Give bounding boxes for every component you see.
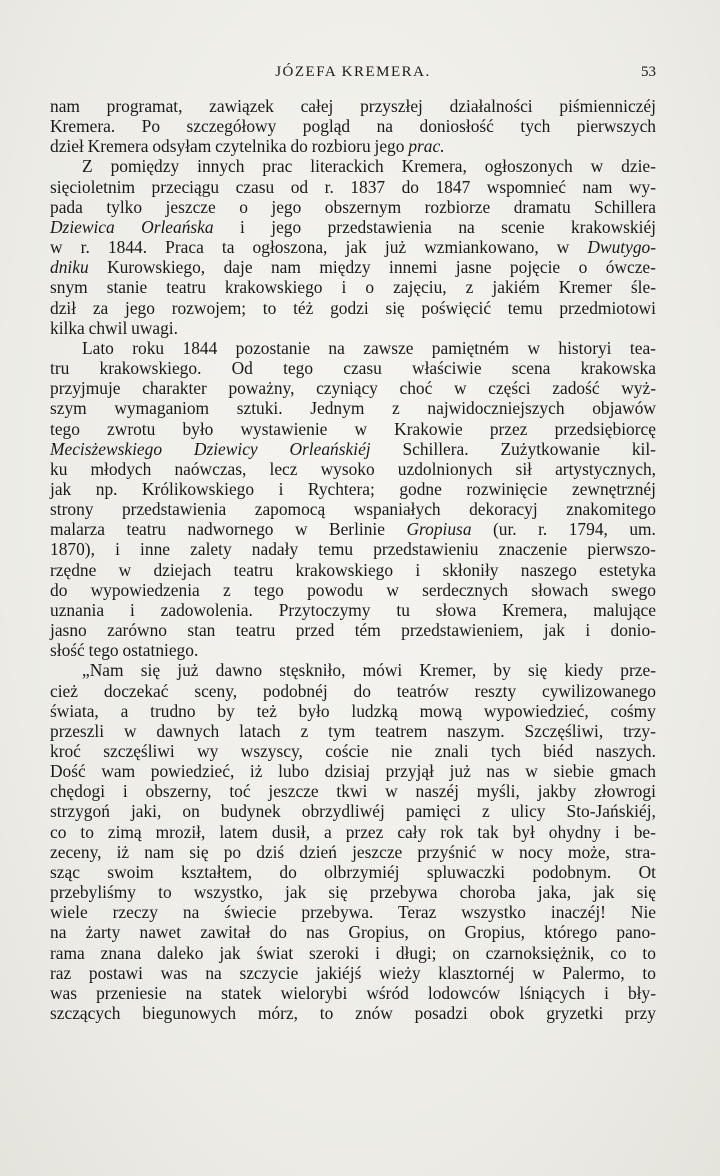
page-number: 53 <box>641 64 656 80</box>
text-line: rzędne w dziejach teatru krakowskiego i skłoniły naszego estetyka <box>50 559 657 580</box>
paragraph <box>50 96 656 156</box>
text-line: świata, a trudno by też było ludzką mową wypowiedzieć, cośmy <box>50 700 656 721</box>
text-line: raz postawi was na szczycie jakiéjś wieży klasztornéj w Palermo, to <box>50 962 656 983</box>
text-line: dził za jego rozwojem; to téż godzi się poświęcić temu przedmiotowi <box>50 297 656 318</box>
text-line: pada tylko jeszcze o jego obszernym rozbiorze dramatu Schillera <box>50 196 656 217</box>
text-line: sięcioletnim przeciągu czasu od r. 1837 do 1847 wspomnieć nam wy- <box>50 176 656 197</box>
text-line: snym stanie teatru krakowskiego i o zajęciu, z jakiém Kremer śle- <box>50 277 657 298</box>
paragraph <box>50 660 656 1023</box>
text-line: wiele rzeczy na świecie przebywa. Teraz wszystko inaczéj! Nie <box>50 902 657 923</box>
text-line: szczących biegunowych mórz, to znów posadzi obok gryzetki przy <box>50 1003 656 1024</box>
text-line: tru krakowskiego. Od tego czasu właściwie scena krakowska <box>50 358 656 379</box>
text-line: przyjmuje charakter poważny, czyniący choć w części zadość wyż- <box>50 378 656 399</box>
text-line: was przeniesie na statek wielorybi wśród lodowców lśniących i bły- <box>50 982 656 1003</box>
text-line: zeceny, iż nam się po dziś dzień jeszcze przyśnić w nocy może, stra- <box>50 841 656 862</box>
text-line: uznania i zadowolenia. Przytoczymy tu słowa Kremera, malujące <box>50 599 656 620</box>
text-line: słość tego ostatniego. <box>50 640 199 661</box>
text-line: Z pomiędzy innych prac literackich Kremera, ogłoszonych w dzie- <box>82 156 656 177</box>
text-line: cież doczekać sceny, podobnéj do teatrów reszty cywilizowanego <box>50 680 656 701</box>
text-line: kilka chwil uwagi. <box>50 317 178 338</box>
text-line: kroć szczęśliwi wy wszyscy, coście nie znali tych biéd naszych. <box>50 741 656 761</box>
text-line: Dziewica Orleańska i jego przedstawienia na scenie krakowskiéj <box>50 216 657 237</box>
page-header <box>50 64 656 86</box>
paragraph <box>50 338 656 661</box>
text-line: przebyliśmy to wszystko, jak się przebywa choroba jaka, jak się <box>50 882 656 903</box>
text-line: rama znana daleko jak świat szeroki i długi; on czarnoksiężnik, co to <box>50 942 656 963</box>
text-line: strzygoń jaki, on budynek obrzydliwéj pamięci z ulicy Sto-Jańskiéj, <box>50 801 656 822</box>
text-line: do wypowiedzenia z tego powodu w serdecznych słowach swego <box>50 579 656 600</box>
text-line: dniku Kurowskiego, daje nam między innemi jasne pojęcie o ówcze- <box>50 257 656 278</box>
paragraph <box>50 156 656 337</box>
text-line: 1870), i inne zalety nadały temu przedstawieniu znaczenie pierwszo- <box>50 539 656 560</box>
text-line: Dość wam powiedzieć, iż lubo dzisiaj przyjął już nas w siebie gmach <box>50 761 656 782</box>
running-title: JÓZEFA KREMERA. <box>275 64 431 80</box>
text-line: szym wymaganiom sztuki. Jednym z najwidoczniejszych objawów <box>50 398 656 419</box>
text-line: Lato roku 1844 pozostanie na zawsze pamiętném w historyi tea- <box>82 337 656 358</box>
text-line: jak np. Królikowskiego i Rychtera; godne rozwinięcie zewnętrznéj <box>50 478 656 499</box>
text-line: ku młodych naówczas, lecz wysoko uzdolnionych sił artystycznych, <box>50 458 656 479</box>
text-line: co to zimą mroził, latem dusił, a przez cały rok tak był ohydny i be- <box>50 821 656 842</box>
text-line: „Nam się już dawno stęskniło, mówi Kremer, by się kiedy prze- <box>82 660 657 681</box>
text-line: nam programat, zawiązek całej przyszłej działalności piśmienniczéj <box>50 96 656 116</box>
text-line: malarza teatru nadwornego w Berlinie Gropiusa (ur. r. 1794, um. <box>50 519 656 540</box>
text-line: jasno zarówno stan teatru przed tém przedstawieniem, jak i donio- <box>50 620 656 641</box>
text-line: dzieł Kremera odsyłam czytelnika do rozbioru jego prac. <box>50 136 445 157</box>
body-text <box>50 96 656 1023</box>
text-line: na żarty nawet zawitał do nas Gropius, on Gropius, którego pano- <box>50 922 656 943</box>
text-line: w r. 1844. Praca ta ogłoszona, jak już wzmiankowano, w Dwutygo- <box>50 237 657 258</box>
text-line: sząc swoim kształtem, do olbrzymiéj spluwaczki podobnym. Ot <box>50 861 656 882</box>
text-line: przeszli w dawnych latach z tym teatrem naszym. Szczęśliwi, trzy- <box>50 720 656 741</box>
text-line: Mecisżewskiego Dziewicy Orleańskiéj Schillera. Zużytkowanie kil- <box>50 438 656 459</box>
text-line: Kremera. Po szczegółowy pogląd na doniosłość tych pierwszych <box>50 116 656 137</box>
text-line: strony przedstawienia zapomocą wspaniałych dekoracyj znakomitego <box>50 499 656 520</box>
text-line: chędogi i obszerny, toć jeszcze tkwi w naszéj myśli, jakby złowrogi <box>50 781 656 802</box>
text-line: tego zwrotu było wystawienie w Krakowie przez przedsiębiorcę <box>50 418 656 439</box>
